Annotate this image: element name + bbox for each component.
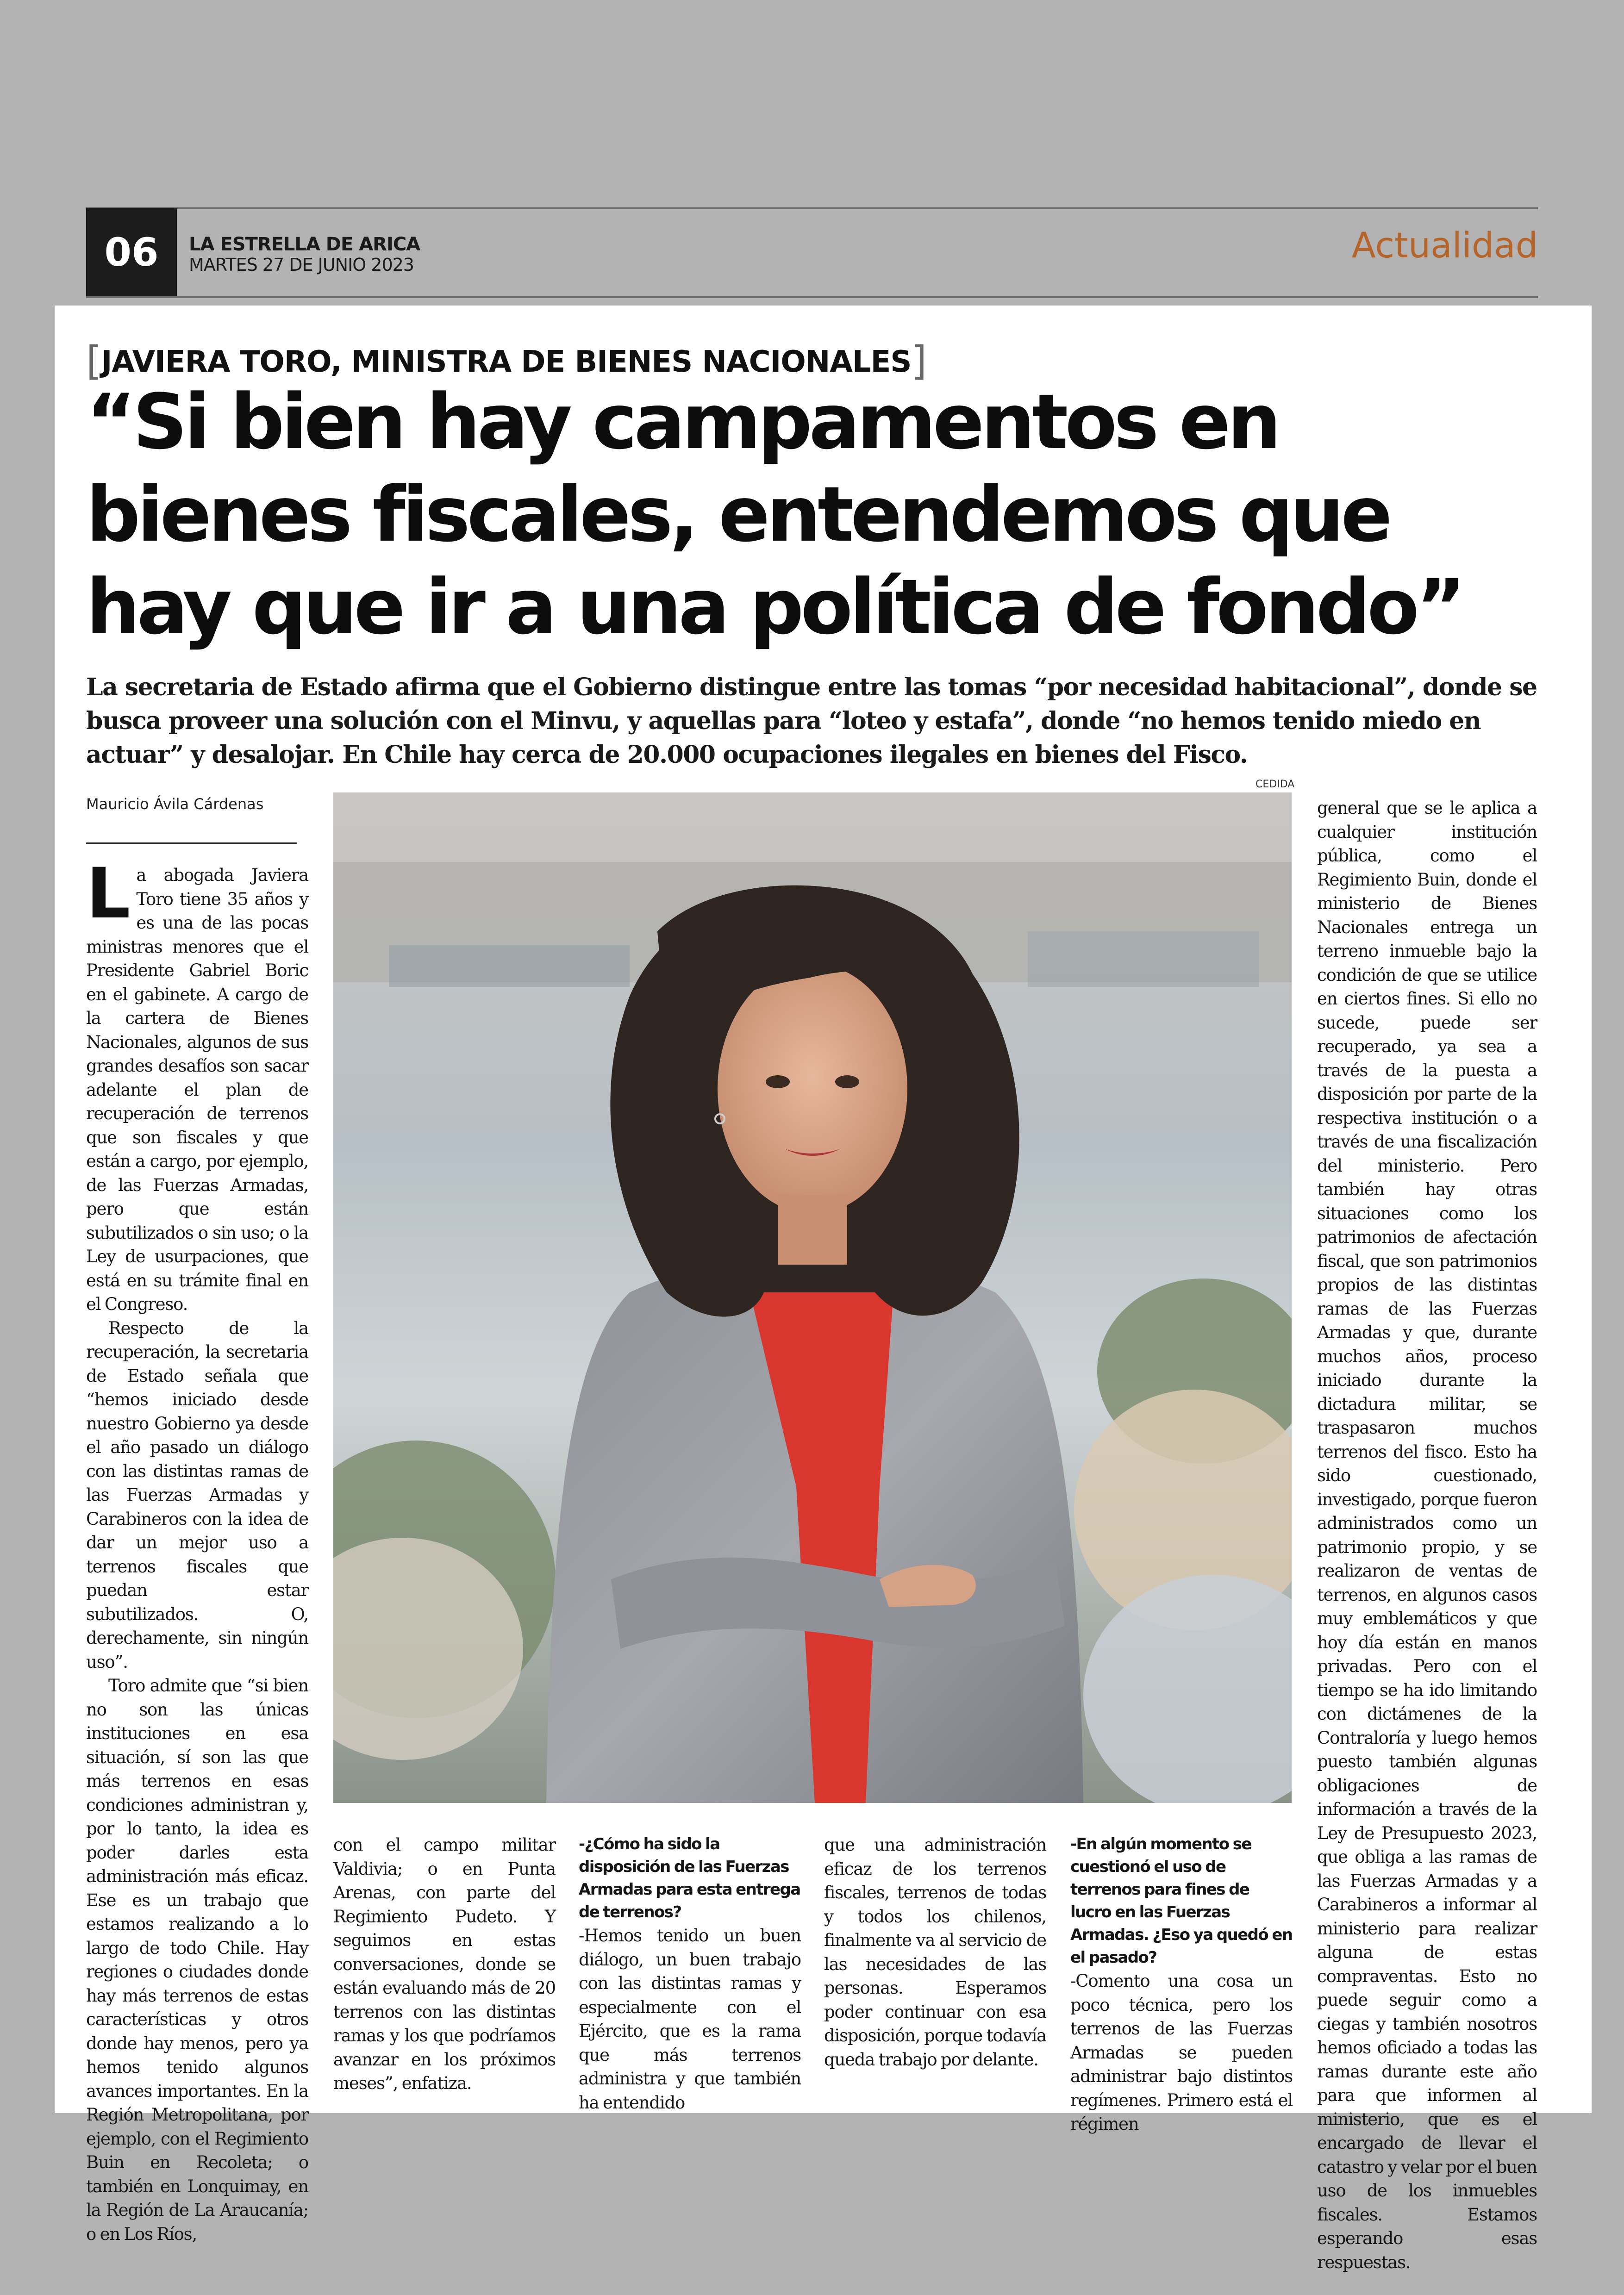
column-6	[1317, 796, 1537, 2274]
page-number: 06	[86, 208, 177, 296]
column-3	[579, 1833, 801, 2114]
col1-paragraph-3: Toro admite que “si bien no son las únicas instituciones en esa situación, sí son las que más terrenos en esas condiciones administran y, por lo tanto, la idea es poder darles esta administración más eficaz. Ese es un trabajo que estamos realizando a lo largo de todo Chile. Hay regiones o ciudades donde hay más terrenos de estas características y otros donde hay menos, pero ya hemos tenido algunos avances importantes. En la Región Metropolitana, por ejemplo, con el Regimiento Buin en Recoleta; o también en Lonquimay, en la Región de La Araucanía; o en Los Ríos,	[86, 1676, 308, 2244]
article-deck: La secretaria de Estado afirma que el Gobierno distingue entre las tomas “por necesidad habitacional”, donde se busca proveer una solución con el Minvu, y aquellas para “loteo y estafa”, donde “no hemos tenido miedo en actuar” y desalojar. En Chile hay cerca de 20.000 ocupaciones ilegales en bienes del Fisco.	[86, 673, 1537, 769]
interview-answer-1: -Hemos tenido un buen diálogo, un buen trabajo con las distintas ramas y especialmente con el Ejército, que es la rama que más terrenos administra y que también ha entendido	[579, 1926, 801, 2113]
col6-paragraph-1: general que se le aplica a cualquier institución pública, como el Regimiento Buin, donde el ministerio de Bienes Nacionales entrega un terreno inmueble bajo la condición de que se utilice en ciertos fines. Si ello no sucede, puede ser recuperado, ya sea a través de la puesta a disposición por parte de la respectiva institución o a través de una fiscalización del ministerio. Pero también hay otras situaciones como los patrimonios de afectación fiscal, que son patrimonios propios de las distintas ramas de las Fuerzas Armadas y que, durante muchos años, proceso iniciado durante la dictadura militar, se traspasaron muchos terrenos del fisco. Esto ha sido cuestionado, investigado, porque fueron administrados como un patrimonio propio, y se realizaron de ventas de terrenos, en algunos casos muy emblemáticos y que hoy día están en manos privadas. Pero con el tiempo se ha ido limitando con dictámenes de la Contraloría y luego hemos puesto también algunas obligaciones de información a través de la Ley de Presupuesto 2023, que obliga a las ramas de las Fuerzas Armadas y a Carabineros a informar al ministerio para realizar alguna de estas compraventas. Esto no puede seguir como a ciegas y también nosotros hemos oficiado a todas las ramas durante este año para que informen al ministerio, que es el encargado de llevar el catastro y velar por el buen uso de los inmuebles fiscales. Estamos esperando esas respuestas.	[1317, 798, 1537, 2272]
byline: Mauricio Ávila Cárdenas	[86, 795, 264, 813]
article-headline: “Si bien hay campamentos en bienes fiscales, entendemos que hay que ir a una política de fondo”	[86, 378, 1463, 651]
column-4	[824, 1833, 1046, 2071]
issue-date: MARTES 27 DE JUNIO 2023	[189, 255, 414, 275]
col4-paragraph-1: que una administración eficaz de los terrenos fiscales, terrenos de todas y todos los chilenos, finalmente va al servicio de las necesidades de las personas. Esperamos poder continuar con esa disposición, porque todavía queda trabajo por delante.	[824, 1835, 1046, 2070]
section-label: Actualidad	[1351, 225, 1538, 266]
drop-cap: L	[86, 854, 130, 934]
interview-question-1: -¿Cómo ha sido la disposición de las Fuerzas Armadas para esta entrega de terrenos?	[579, 1835, 800, 1921]
column-2	[333, 1833, 556, 2095]
kicker-text: JAVIERA TORO, MINISTRA DE BIENES NACIONALES	[101, 345, 912, 379]
byline-rule	[86, 842, 297, 844]
column-5	[1070, 1833, 1293, 2136]
header-rule-top	[86, 207, 1538, 209]
col1-paragraph-1: a abogada Javiera Toro tiene 35 años y es una de las pocas ministras menores que el Presidente Gabriel Boric en el gabinete. A cargo de la cartera de Bienes Nacionales, algunos de sus grandes desafíos son sacar adelante el plan de recuperación de terrenos que son fiscales y que están a cargo, por ejemplo, de las Fuerzas Armadas, pero que están subutilizados o sin uso; o la Ley de usurpaciones, que está en su trámite final en el Congreso.	[86, 865, 308, 1314]
header-rule-bottom	[86, 296, 1538, 298]
interview-answer-2: -Comento una cosa un poco técnica, pero los terrenos de las Fuerzas Armadas se pueden administrar bajo distintos regímenes. Primero está el régimen	[1070, 1971, 1293, 2134]
minister-portrait-photo	[333, 792, 1292, 1803]
photo-credit: CEDIDA	[1255, 779, 1295, 790]
interview-question-2: -En algún momento se cuestionó el uso de terrenos para fines de lucro en las Fuerzas Armadas. ¿Eso ya quedó en el pasado?	[1070, 1835, 1293, 1967]
newspaper-name: LA ESTRELLA DE ARICA	[189, 234, 420, 255]
col2-paragraph-1: con el campo militar Valdivia; o en Punta Arenas, con parte del Regimiento Pudeto. Y seguimos en estas conversaciones, donde se están evaluando más de 20 terrenos con las distintas ramas y los que podríamos avanzar en los próximos meses”, enfatiza.	[333, 1835, 556, 2093]
column-1	[86, 854, 308, 2246]
col1-paragraph-2: Respecto de la recuperación, la secretaria de Estado señala que “hemos iniciado desde nuestro Gobierno ya desde el año pasado un diálogo con las distintas ramas de las Fuerzas Armadas y Carabineros con la idea de dar un mejor uso a terrenos fiscales que puedan estar subutilizados. O, derechamente, sin ningún uso”.	[86, 1318, 308, 1672]
article-kicker: [JAVIERA TORO, MINISTRA DE BIENES NACIONALES]	[86, 338, 926, 384]
portrait-illustration	[333, 792, 1292, 1803]
